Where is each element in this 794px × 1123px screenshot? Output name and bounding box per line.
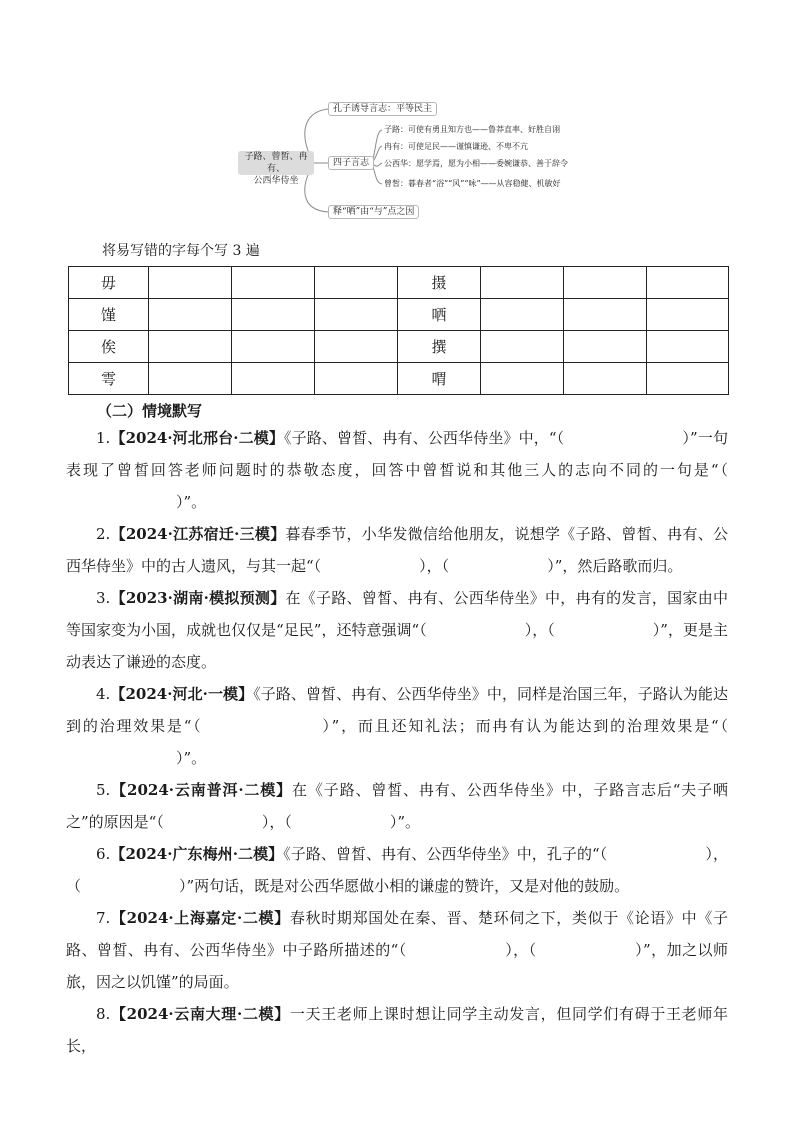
question-text: ）”，然后路歌而归。 bbox=[547, 557, 683, 575]
practice-cell[interactable] bbox=[315, 331, 398, 363]
question-text: ）”，而且还知礼法；而冉有认为能达到的治理效果是“（ bbox=[320, 717, 728, 735]
question-text: ）”，更是主动表达了谦逊的态度。 bbox=[66, 621, 728, 671]
practice-cell[interactable] bbox=[481, 331, 564, 363]
question-text: 春秋时期郑国处在秦、晋、楚环伺之下，类似于《论语》中《子路、曾皙、冉有、公西华侍坐》中子路所描述的“（ bbox=[66, 909, 728, 959]
writing-intro: 将易写错的字每个写 3 遍 bbox=[102, 243, 260, 259]
question-source: 【2024·河北·一模】 bbox=[110, 685, 254, 703]
question-source: 【2024·云南普洱·二模】 bbox=[110, 781, 293, 799]
question-text: 在《子路、曾皙、冉有、公西华侍坐》中，冉有的发言，国家由中等国家变为小国，成就也仅仅是“足民”，还特意强调“（ bbox=[66, 589, 728, 639]
char-cell: 俟 bbox=[69, 331, 149, 363]
practice-cell[interactable] bbox=[564, 363, 647, 395]
question-text: ），（ bbox=[419, 557, 450, 575]
question-text: ），（ bbox=[66, 845, 728, 895]
section-heading: （二）情境默写 bbox=[97, 402, 203, 420]
practice-cell[interactable] bbox=[149, 331, 232, 363]
question-item bbox=[66, 838, 728, 902]
question-text: 在《子路、曾皙、冉有、公西华侍坐》中，子路言志后“夫子哂之”的原因是“（ bbox=[66, 781, 729, 831]
question-text: ），（ bbox=[261, 813, 292, 831]
practice-cell[interactable] bbox=[315, 363, 398, 395]
question-text: ）”，加之以师旅，因之以饥馑”的局面。 bbox=[66, 941, 728, 991]
practice-cell[interactable] bbox=[481, 363, 564, 395]
practice-cell[interactable] bbox=[564, 331, 647, 363]
question-text: 《子路、曾皙、冉有、公西华侍坐》中，“（ bbox=[283, 429, 565, 447]
mind-map-root bbox=[238, 151, 314, 186]
question-text: 《子路、曾皙、冉有、公西华侍坐》中，同样是治国三年，子路认为能达到的治理效果是“（ bbox=[66, 685, 728, 735]
question-source: 【2024·广东梅州·二模】 bbox=[110, 845, 284, 863]
practice-cell[interactable] bbox=[647, 267, 729, 299]
practice-cell[interactable] bbox=[315, 267, 398, 299]
practice-cell[interactable] bbox=[481, 299, 564, 331]
mind-map-root-line-2: 公西华侍坐 bbox=[253, 176, 299, 186]
char-cell: 撰 bbox=[398, 331, 481, 363]
question-number: 5. bbox=[96, 781, 111, 799]
question-number: 1. bbox=[96, 429, 111, 447]
table-row bbox=[69, 267, 729, 299]
practice-cell[interactable] bbox=[564, 299, 647, 331]
practice-cell[interactable] bbox=[647, 363, 729, 395]
question-source: 【2024·云南大理·二模】 bbox=[110, 1005, 290, 1023]
question-text: 《子路、曾皙、冉有、公西华侍坐》中，孔子的“（ bbox=[283, 845, 608, 863]
char-cell: 毋 bbox=[69, 267, 149, 299]
question-text: 暮春季节，小华发微信给他朋友，说想学《子路、曾皙、冉有、公西华侍坐》中的古人遗风，与其一起“（ bbox=[66, 525, 728, 575]
writing-table bbox=[68, 266, 729, 395]
question-source: 【2023·湖南·模拟预测】 bbox=[110, 589, 286, 607]
mind-map-leaf: 冉有：可使足民——谨慎谦逊、不卑不亢 bbox=[384, 142, 528, 151]
question-item bbox=[66, 774, 728, 838]
question-item bbox=[66, 582, 728, 678]
mind-map bbox=[0, 0, 794, 230]
practice-cell[interactable] bbox=[564, 267, 647, 299]
table-row bbox=[69, 331, 729, 363]
question-text: ），（ bbox=[504, 941, 537, 959]
question-number: 3. bbox=[96, 589, 111, 607]
question-text: 一天王老师上课时想让同学主动发言，但同学们有碍于王老师年长， bbox=[66, 1005, 728, 1055]
question-item bbox=[66, 518, 728, 582]
char-cell: 馑 bbox=[69, 299, 149, 331]
question-text: ），（ bbox=[524, 621, 555, 639]
question-text: ）”。 bbox=[389, 813, 421, 831]
question-number: 6. bbox=[96, 845, 111, 863]
question-item bbox=[66, 678, 728, 774]
question-source: 【2024·江苏宿迁·三模】 bbox=[110, 525, 286, 543]
practice-cell[interactable] bbox=[149, 267, 232, 299]
mind-map-leaf: 公西华：愿学焉，愿为小相——委婉谦恭、善于辞令 bbox=[384, 159, 568, 168]
practice-cell[interactable] bbox=[232, 363, 315, 395]
question-text: ）”一句表现了曾皙回答老师问题时的恭敬态度，回答中曾皙说和其他三人的志向不同的一句是“（ bbox=[66, 429, 728, 479]
question-text: ）”。 bbox=[176, 749, 207, 767]
practice-cell[interactable] bbox=[232, 331, 315, 363]
practice-cell[interactable] bbox=[232, 267, 315, 299]
practice-cell[interactable] bbox=[481, 267, 564, 299]
mind-map-root-line-1: 子路、曾皙、冉有、 bbox=[244, 152, 308, 174]
question-source: 【2024·上海嘉定·二模】 bbox=[110, 909, 290, 927]
question-number: 2. bbox=[96, 525, 111, 543]
mind-map-node-bottom: 释“哂”由“与”点之因 bbox=[328, 205, 419, 219]
question-item bbox=[66, 998, 728, 1062]
mind-map-node-top: 孔子诱导言志：平等民主 bbox=[328, 102, 437, 116]
practice-cell[interactable] bbox=[647, 299, 729, 331]
char-cell: 雩 bbox=[69, 363, 149, 395]
char-cell: 摄 bbox=[398, 267, 481, 299]
char-cell: 喟 bbox=[398, 363, 481, 395]
question-item bbox=[66, 902, 728, 998]
question-list bbox=[66, 422, 728, 1062]
practice-cell[interactable] bbox=[149, 363, 232, 395]
mind-map-leaf: 曾皙：暮春者“浴”“风”“咏”——从容稳健、机敏好 bbox=[384, 179, 561, 188]
mind-map-node-middle: 四子言志 bbox=[328, 156, 374, 170]
table-row bbox=[69, 299, 729, 331]
question-number: 7. bbox=[96, 909, 111, 927]
question-number: 4. bbox=[96, 685, 111, 703]
question-text: ）”两句话，既是对公西华愿做小相的谦虚的赞许，又是对他的鼓励。 bbox=[179, 877, 630, 895]
question-source: 【2024·河北邢台·二模】 bbox=[110, 429, 284, 447]
practice-cell[interactable] bbox=[647, 331, 729, 363]
practice-cell[interactable] bbox=[232, 299, 315, 331]
mind-map-leaf: 子路：可使有勇且知方也——鲁莽直率、好胜自诩 bbox=[384, 125, 560, 134]
question-text: ）”。 bbox=[176, 493, 207, 511]
question-item bbox=[66, 422, 728, 518]
practice-cell[interactable] bbox=[315, 299, 398, 331]
question-number: 8. bbox=[96, 1005, 111, 1023]
char-cell: 哂 bbox=[398, 299, 481, 331]
practice-cell[interactable] bbox=[149, 299, 232, 331]
table-row bbox=[69, 363, 729, 395]
